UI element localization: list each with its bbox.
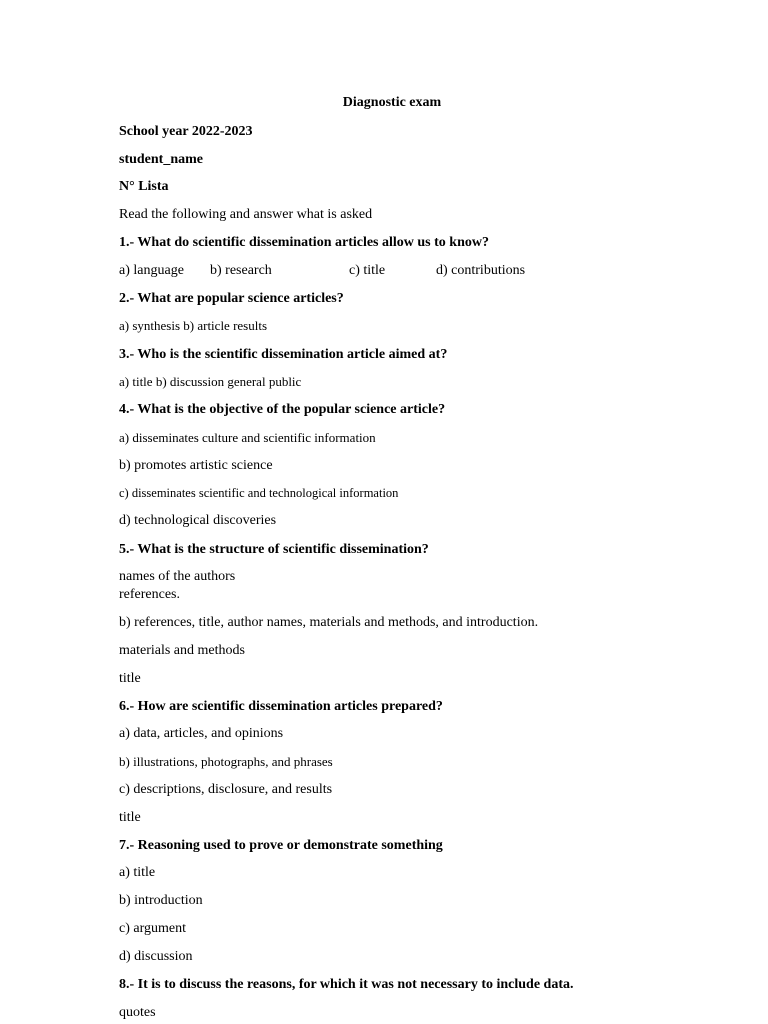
question-4: 4.- What is the objective of the popular science article? (119, 402, 446, 417)
q7-option-c: c) argument (119, 921, 186, 936)
question-6: 6.- How are scientific dissemination articles prepared? (119, 699, 443, 714)
q8-line: quotes (119, 1005, 156, 1020)
q5-line: names of the authors (119, 569, 236, 584)
q5-line: b) references, title, author names, materials and methods, and introduction. (119, 615, 539, 630)
question-8: 8.- It is to discuss the reasons, for which it was not necessary to include data. (119, 977, 574, 992)
q2-answer: a) synthesis b) article results (119, 318, 268, 333)
q5-line: materials and methods (119, 643, 245, 658)
q7-option-d: d) discussion (119, 949, 193, 964)
question-1: 1.- What do scientific dissemination articles allow us to know? (119, 235, 489, 250)
question-2: 2.- What are popular science articles? (119, 291, 344, 306)
q1-option-a: a) language (119, 263, 184, 278)
q7-option-a: a) title (119, 865, 156, 880)
instructions: Read the following and answer what is asked (119, 207, 373, 222)
q6-line: a) data, articles, and opinions (119, 726, 284, 741)
q6-line: title (119, 810, 141, 825)
q6-line: c) descriptions, disclosure, and results (119, 782, 333, 797)
q3-answer: a) title b) discussion general public (119, 374, 302, 389)
q1-option-d: d) contributions (436, 263, 526, 278)
list-number-field: N° Lista (119, 179, 169, 194)
question-7: 7.- Reasoning used to prove or demonstrate something (119, 838, 443, 853)
question-3: 3.- Who is the scientific dissemination article aimed at? (119, 347, 448, 362)
question-5: 5.- What is the structure of scientific dissemination? (119, 542, 429, 557)
school-year: School year 2022-2023 (119, 124, 253, 139)
exam-title: Diagnostic exam (342, 95, 442, 110)
q4-option-a: a) disseminates culture and scientific information (119, 430, 376, 445)
q4-option-b: b) promotes artistic science (119, 458, 273, 473)
q4-option-c: c) disseminates scientific and technological information (119, 486, 399, 500)
q5-line: references. (119, 587, 181, 602)
q6-line: b) illustrations, photographs, and phrases (119, 754, 333, 769)
q4-option-d: d) technological discoveries (119, 513, 277, 528)
q7-option-b: b) introduction (119, 893, 203, 908)
q1-option-c: c) title (349, 263, 386, 278)
student-name-field: student_name (119, 152, 204, 167)
q1-option-b: b) research (210, 263, 272, 278)
q5-line: title (119, 671, 141, 686)
